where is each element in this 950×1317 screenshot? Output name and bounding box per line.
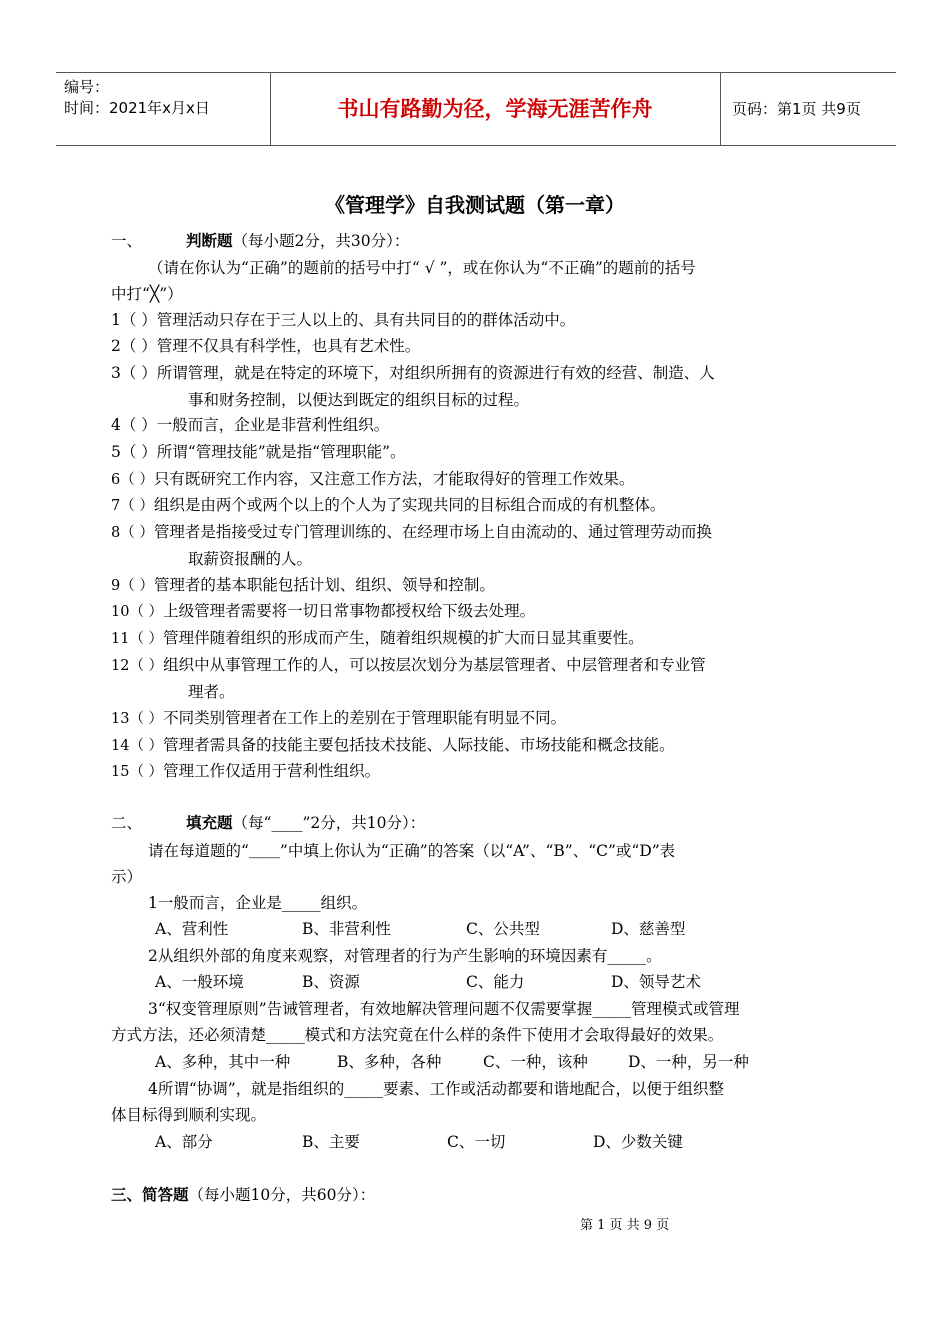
question-item bbox=[111, 468, 634, 491]
answer-option: B、多种，各种 bbox=[337, 1053, 442, 1071]
question-number: 11（ ） bbox=[111, 631, 164, 647]
section-title: 三、简答题 bbox=[111, 1186, 189, 1204]
question-item bbox=[111, 362, 715, 384]
question-text: 管理活动只存在于三人以上的、具有共同目的的群体活动中。 bbox=[156, 311, 576, 329]
fill-question-4-line1: 4所谓“协调”，就是指组织的_____要素、工作或活动都要和谐地配合，以便于组织整 bbox=[148, 1080, 724, 1098]
question-text: 管理工作仅适用于营利性组织。 bbox=[163, 762, 381, 780]
question-item bbox=[111, 707, 566, 730]
question-text: 管理者需具备的技能主要包括技术技能、人际技能、市场技能和概念技能。 bbox=[163, 736, 675, 754]
document-header bbox=[56, 72, 896, 146]
question-text: 上级管理者需要将一切日常事物都授权给下级去处理。 bbox=[163, 602, 536, 620]
section2-instruction-line2: 示） bbox=[111, 868, 143, 886]
question-text: 所谓“管理技能”就是指“管理职能”。 bbox=[156, 443, 406, 461]
question-text-continued: 取薪资报酬的人。 bbox=[188, 550, 313, 568]
section2-heading bbox=[111, 812, 425, 834]
header-meta bbox=[64, 77, 210, 119]
answer-option: A、一般环境 bbox=[155, 973, 244, 991]
answer-option: C、能力 bbox=[466, 973, 525, 991]
answer-option: D、领导艺术 bbox=[611, 973, 701, 991]
page-footer: 第 1 页 共 9 页 bbox=[580, 1218, 670, 1233]
question-text: 管理者的基本职能包括计划、组织、领导和控制。 bbox=[153, 576, 495, 594]
section-score: （每小题2分，共30分）： bbox=[232, 232, 410, 250]
question-text: 管理不仅具有科学性，也具有艺术性。 bbox=[156, 337, 421, 355]
question-number: 14（ ） bbox=[111, 738, 164, 754]
question-text: 管理者是指接受过专门管理训练的、在经理市场上自由流动的、通过管理劳动而换 bbox=[153, 523, 712, 541]
section1-instruction-line2: 中打“╳”） bbox=[111, 285, 183, 303]
question-number: 13（ ） bbox=[111, 711, 164, 727]
section-title: 填充题 bbox=[186, 814, 233, 832]
number-label: 编号： bbox=[64, 78, 110, 96]
question-number: 12（ ） bbox=[111, 658, 164, 674]
question-number: 1（ ） bbox=[111, 311, 157, 329]
question-item bbox=[111, 441, 406, 463]
time-label: 时间：2021年x月x日 bbox=[64, 99, 210, 117]
question-item bbox=[111, 760, 380, 783]
section1-instruction-line1: （请在你认为“正确”的题前的括号中打“ √ ”，或在你认为“不正确”的题前的括号 bbox=[148, 259, 696, 277]
header-page-info: 页码：第1页 共9页 bbox=[732, 100, 861, 118]
question-number: 15（ ） bbox=[111, 764, 164, 780]
question-item bbox=[111, 494, 665, 517]
question-number: 9（ ） bbox=[111, 578, 154, 594]
answer-option: B、主要 bbox=[302, 1133, 360, 1151]
section2-instruction-line1: 请在每道题的“＿＿”中填上你认为“正确”的答案（以“A”、“B”、“C”或“D”表 bbox=[148, 842, 676, 860]
fill-question-3-line1: 3“权变管理原则”告诫管理者，有效地解决管理问题不仅需要掌握_____管理模式或管理 bbox=[148, 1000, 740, 1018]
answer-option: C、一种，该种 bbox=[483, 1053, 588, 1071]
question-text: 所谓管理，就是在特定的环境下，对组织所拥有的资源进行有效的经营、制造、人 bbox=[156, 364, 715, 382]
answer-option: A、营利性 bbox=[155, 920, 229, 938]
question-number: 8（ ） bbox=[111, 525, 154, 541]
fill-question-3-line2: 方式方法，还必须清楚_____模式和方法究竟在什么样的条件下使用才会取得最好的效果。 bbox=[111, 1026, 724, 1044]
question-number: 3（ ） bbox=[111, 364, 157, 382]
answer-option: D、一种，另一种 bbox=[628, 1053, 749, 1071]
header-motto: 书山有路勤为径，学海无涯苦作舟 bbox=[337, 97, 653, 121]
question-text: 组织中从事管理工作的人，可以按层次划分为基层管理者、中层管理者和专业管 bbox=[163, 656, 706, 674]
answer-option: C、一切 bbox=[447, 1133, 506, 1151]
fill-question-2: 2从组织外部的角度来观察，对管理者的行为产生影响的环境因素有_____。 bbox=[148, 947, 662, 965]
answer-option: D、慈善型 bbox=[611, 920, 686, 938]
section-number: 一、 bbox=[111, 232, 143, 250]
section-score: （每“____”2分，共10分）： bbox=[232, 814, 426, 832]
question-text: 不同类别管理者在工作上的差别在于管理职能有明显不同。 bbox=[163, 709, 567, 727]
question-number: 10（ ） bbox=[111, 604, 164, 620]
answer-option: B、资源 bbox=[302, 973, 360, 991]
question-number: 4（ ） bbox=[111, 416, 157, 434]
question-text: 一般而言，企业是非营利性组织。 bbox=[156, 416, 390, 434]
question-item bbox=[111, 600, 535, 623]
section-score: （每小题10分，共60分）： bbox=[188, 1186, 376, 1204]
answer-option: D、少数关键 bbox=[593, 1133, 683, 1151]
section1-heading bbox=[111, 230, 409, 252]
question-item bbox=[111, 654, 706, 677]
question-number: 2（ ） bbox=[111, 337, 157, 355]
divider bbox=[720, 73, 721, 145]
fill-question-1: 1一般而言，企业是_____组织。 bbox=[148, 894, 368, 912]
fill-question-4-line2: 体目标得到顺利实现。 bbox=[111, 1106, 267, 1124]
section-title: 判断题 bbox=[186, 232, 233, 250]
question-item bbox=[111, 521, 712, 544]
question-item bbox=[111, 734, 675, 757]
question-text-continued: 事和财务控制，以便达到既定的组织目标的过程。 bbox=[188, 391, 530, 409]
question-text: 组织是由两个或两个以上的个人为了实现共同的目标组合而成的有机整体。 bbox=[153, 496, 666, 514]
question-number: 5（ ） bbox=[111, 443, 157, 461]
answer-option: A、部分 bbox=[155, 1133, 213, 1151]
question-item bbox=[111, 414, 389, 436]
answer-option: C、公共型 bbox=[466, 920, 540, 938]
page-title: 《管理学》自我测试题（第一章） bbox=[325, 193, 625, 217]
question-number: 6（ ） bbox=[111, 472, 154, 488]
section3-heading bbox=[111, 1184, 375, 1206]
question-text: 管理伴随着组织的形成而产生，随着组织规模的扩大而日显其重要性。 bbox=[163, 629, 644, 647]
answer-option: B、非营利性 bbox=[302, 920, 391, 938]
question-text: 只有既研究工作内容，又注意工作方法，才能取得好的管理工作效果。 bbox=[153, 470, 635, 488]
question-item bbox=[111, 627, 644, 650]
question-item bbox=[111, 574, 495, 597]
question-item bbox=[111, 335, 420, 357]
question-text-continued: 理者。 bbox=[188, 683, 235, 701]
question-item bbox=[111, 309, 575, 331]
section-number: 二、 bbox=[111, 814, 143, 832]
question-number: 7（ ） bbox=[111, 498, 154, 514]
answer-option: A、多种，其中一种 bbox=[155, 1053, 291, 1071]
